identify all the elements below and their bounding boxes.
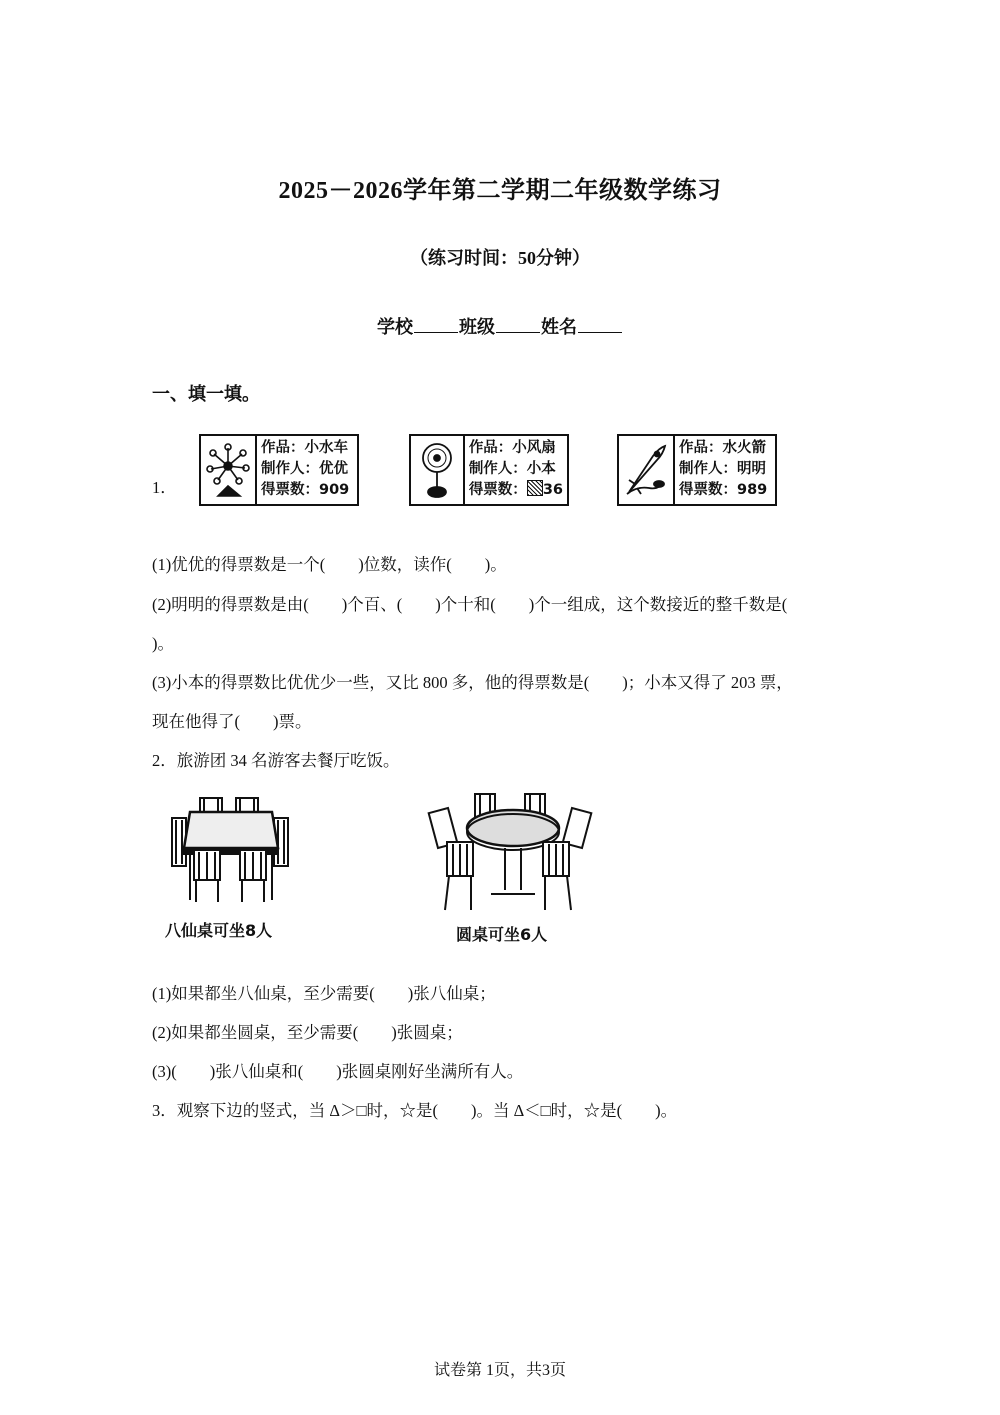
project-card-waterwheel bbox=[199, 434, 359, 506]
q1-sub1: (1)优优的得票数是一个( )位数，读作( )。 bbox=[152, 555, 507, 574]
vote-count: 909 bbox=[319, 482, 350, 498]
square-table-image bbox=[160, 790, 300, 910]
project-card-fan bbox=[409, 434, 569, 506]
card-line-votes: 得票数：909 bbox=[261, 482, 350, 498]
q2-sub3: (3)( )张八仙桌和( )张圆桌刚好坐满所有人。 bbox=[152, 1062, 524, 1081]
name-blank[interactable] bbox=[578, 314, 622, 333]
q1-sub2: (2)明明的得票数是由( )个百、( )个十和( )个一组成，这个数接近的整千数是( bbox=[152, 595, 788, 614]
school-blank[interactable] bbox=[414, 314, 458, 333]
covered-digit-icon bbox=[527, 480, 543, 496]
round-table-image bbox=[425, 790, 595, 918]
card-line-maker: 制作人：明明 bbox=[679, 461, 766, 477]
school-label: 学校 bbox=[377, 317, 413, 337]
q3-text: 3．观察下边的竖式，当 Δ＞□时，☆是( )。当 Δ＜□时，☆是( )。 bbox=[152, 1101, 678, 1120]
q2-sub1: (1)如果都坐八仙桌，至少需要( )张八仙桌； bbox=[152, 984, 496, 1003]
card-line-votes: 得票数：989 bbox=[679, 482, 768, 498]
q1-sub3: (3)小本的得票数比优优少一些，又比 800 多，他的得票数是( )；小本又得了 203 票， bbox=[152, 673, 793, 692]
vote-count: 36 bbox=[542, 482, 563, 498]
card-line-maker: 制作人：优优 bbox=[261, 461, 348, 477]
square-table-caption: 八仙桌可坐8人 bbox=[165, 921, 273, 940]
card-line-work: 作品：小风扇 bbox=[468, 440, 556, 456]
q2-sub2: (2)如果都坐圆桌，至少需要( )张圆桌； bbox=[152, 1023, 463, 1042]
class-blank[interactable] bbox=[496, 314, 540, 333]
page-footer: 试卷第 1页，共3页 bbox=[433, 1362, 566, 1379]
card-line-votes: 得票数： 36 bbox=[468, 482, 563, 498]
class-label: 班级 bbox=[459, 317, 495, 337]
round-table-caption: 圆桌可坐6人 bbox=[456, 925, 548, 944]
page-title: 2025－2026学年第二学期二年级数学练习 bbox=[278, 178, 722, 204]
project-card-rocket bbox=[617, 434, 777, 506]
q1-number: 1． bbox=[152, 478, 177, 497]
section-heading: 一、填一填。 bbox=[152, 384, 260, 404]
waterwheel-icon bbox=[201, 436, 257, 504]
exam-duration: （练习时间：50分钟） bbox=[410, 248, 590, 268]
name-label: 姓名 bbox=[541, 317, 577, 337]
vote-count: 989 bbox=[737, 482, 768, 498]
card-line-maker: 制作人：小本 bbox=[468, 461, 556, 477]
q1-sub2-cont: )。 bbox=[152, 634, 174, 653]
student-info-row bbox=[0, 313, 1000, 339]
fan-icon bbox=[411, 436, 465, 504]
card-line-work: 作品：小水车 bbox=[261, 440, 348, 456]
card-line-work: 作品：水火箭 bbox=[679, 440, 766, 456]
q2-text: 2．旅游团 34 名游客去餐厅吃饭。 bbox=[152, 751, 400, 770]
water-rocket-icon bbox=[619, 436, 675, 504]
q1-sub3-cont: 现在他得了( )票。 bbox=[152, 712, 312, 731]
